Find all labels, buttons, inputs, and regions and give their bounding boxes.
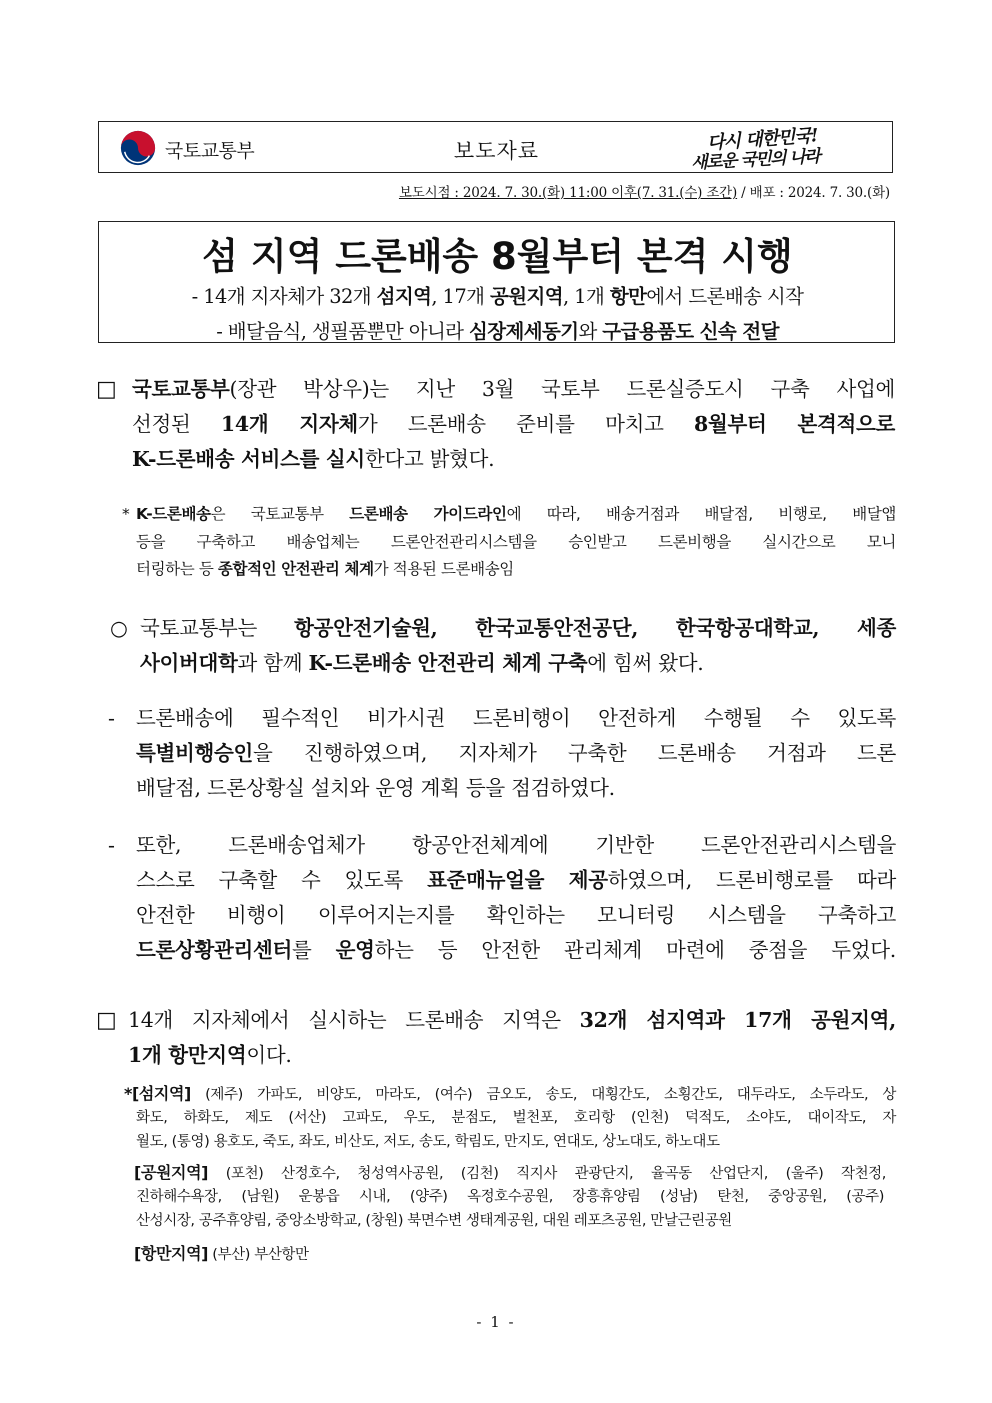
paragraph-line <box>140 646 703 681</box>
ports-line <box>134 1242 309 1267</box>
parks-line: 산성시장, 공주휴양림, 중앙소방학교, (창원) 북면수변 생태계공원, 대원 레포츠공원, 만날근린공원 <box>136 1213 732 1229</box>
bold-text: 국토교통부 <box>132 377 230 401</box>
subtitle-text: - 배달음식, 생필품뿐만 아니라 <box>216 320 470 343</box>
text: 에 따라, 배송거점과 배달점, 비행로, 배달앱 <box>506 505 897 523</box>
header-box <box>98 121 893 173</box>
main-title: 섬 지역 드론배송 8월부터 본격 시행 <box>202 235 793 278</box>
paragraph-line <box>132 372 895 407</box>
page-number: - 1 - <box>476 1313 516 1331</box>
dash-marker: - <box>108 706 115 730</box>
bold-text: 특별비행승인 <box>136 741 254 765</box>
text: 을 진행하였으며, 지자체가 구축한 드론배송 거점과 드론 <box>253 741 896 765</box>
subtitle-1 <box>99 281 896 309</box>
parks-label: [공원지역] <box>134 1163 209 1182</box>
title-box <box>98 221 895 343</box>
paragraph-line <box>136 933 896 968</box>
subtitle-2 <box>99 316 896 344</box>
islands-line: 화도, 하화도, 제도 (서산) 고파도, 우도, 분점도, 벌천포, 호리항 (인천) 덕적도, 소야도, 대이작도, 자 <box>136 1110 896 1126</box>
paragraph-line: 안전한 비행이 이루어지는지를 확인하는 모니터링 시스템을 구축하고 <box>136 903 896 927</box>
section-marker: □ <box>96 1008 117 1033</box>
bold-text: K-드론배송 안전관리 체계 구축 <box>308 651 588 675</box>
text: 를 <box>292 938 336 962</box>
footnote-line: 등을 구축하고 배송업체는 드론안전관리시스템을 승인받고 드론비행을 실시간으로 모니 <box>136 533 896 551</box>
subtitle-text: , 1개 <box>562 285 610 308</box>
subtitle-bold: 심장제세동기 <box>469 320 579 343</box>
islands-label: *[섬지역] <box>124 1084 191 1103</box>
subtitle-text: 에서 드론배송 시작 <box>646 285 804 308</box>
slogan <box>689 125 879 174</box>
bold-text: 32개 섬지역과 17개 공원지역, <box>579 1008 897 1032</box>
footnote-line <box>136 500 896 528</box>
embargo-time: 보도시점 : 2024. 7. 30.(화) 11:00 이후(7. 31.(수) 조간) <box>398 185 738 201</box>
text: 터링하는 등 <box>136 560 218 578</box>
text: 가 적용된 드론배송임 <box>373 560 514 578</box>
release-info <box>100 181 890 201</box>
paragraph-line: 또한, 드론배송업체가 항공안전체계에 기반한 드론안전관리시스템을 <box>136 833 896 857</box>
bold-text: 사이버대학 <box>140 651 238 675</box>
text: (제주) 가파도, 비양도, 마라도, (여수) 금오도, 송도, 대횡간도, 소횡간도, 대두라도, 소두라도, 상 <box>205 1087 896 1103</box>
bold-text: K-드론배송 <box>136 505 211 523</box>
bullet-marker: ○ <box>110 616 128 640</box>
subtitle-bold: 구급용품도 신속 전달 <box>602 320 779 343</box>
paragraph-line <box>128 1038 292 1073</box>
bold-text: 운영 <box>335 938 375 962</box>
text: (부산) 부산항만 <box>212 1247 309 1263</box>
paragraph-line <box>128 1003 896 1038</box>
subtitle-bold: 항만 <box>609 285 647 308</box>
ministry-name: 국토교통부 <box>165 140 255 162</box>
dash-marker: - <box>108 833 115 857</box>
text: 이다. <box>246 1043 292 1067</box>
text: 14개 지자체에서 실시하는 드론배송 지역은 <box>128 1008 580 1032</box>
slogan-line-2: 새로운 국민의 나라 <box>690 146 820 174</box>
subtitle-text: 와 <box>578 320 603 343</box>
distribution-date: 배포 : 2024. 7. 30.(화) <box>749 185 890 201</box>
paragraph-line <box>136 736 896 771</box>
paragraph-line: 배달점, 드론상황실 설치와 운영 계획 등을 점검하였다. <box>136 776 615 800</box>
parks-line <box>134 1161 886 1186</box>
bold-text: 8월부터 본격적으로 <box>694 412 896 436</box>
text: 은 국토교통부 <box>210 505 350 523</box>
islands-line: 월도, (통영) 용호도, 죽도, 좌도, 비산도, 저도, 송도, 학림도, 만지도, 연대도, 상노대도, 하노대도 <box>136 1134 720 1150</box>
text: (장관 박상우)는 지난 3월 국토부 드론실증도시 구축 사업에 <box>229 377 895 401</box>
text: 국토교통부는 <box>140 616 295 640</box>
bold-text: 1개 항만지역 <box>128 1043 247 1067</box>
paragraph-line <box>132 442 494 477</box>
slogan-line-1: 다시 대한민국! <box>706 125 819 154</box>
section-marker: □ <box>96 377 117 402</box>
text: 하는 등 안전한 관리체계 마련에 중점을 두었다. <box>374 938 896 962</box>
release-separator: / <box>737 185 750 201</box>
bold-text: 표준매뉴얼을 제공 <box>427 868 608 892</box>
bold-text: 항공안전기술원, 한국교통안전공단, 한국항공대학교, 세종 <box>294 616 897 640</box>
paragraph-line: 드론배송에 필수적인 비가시권 드론비행이 안전하게 수행될 수 있도록 <box>136 706 896 730</box>
subtitle-text: - 14개 지자체가 32개 <box>191 285 377 308</box>
subtitle-text: , 17개 <box>431 285 491 308</box>
text: 가 드론배송 준비를 마치고 <box>357 412 694 436</box>
subtitle-bold: 공원지역 <box>490 285 563 308</box>
bold-text: 드론상황관리센터 <box>136 938 293 962</box>
text: 스스로 구축할 수 있도록 <box>136 868 428 892</box>
text: 에 힘써 왔다. <box>587 651 704 675</box>
text: 한다고 밝혔다. <box>364 447 495 471</box>
text: 과 함께 <box>237 651 309 675</box>
bold-text: K-드론배송 서비스를 실시 <box>132 447 365 471</box>
text: 하였으며, 드론비행로를 따라 <box>607 868 896 892</box>
document-type: 보도자료 <box>453 139 540 163</box>
parks-line: 진하해수욕장, (남원) 운봉읍 시내, (양주) 옥정호수공원, 장흥휴양림 (성남) 탄천, 중앙공원, (공주) <box>136 1189 884 1205</box>
ports-label: [항만지역] <box>134 1244 209 1263</box>
paragraph-line <box>132 407 895 442</box>
text: (포천) 산정호수, 청성역사공원, (김천) 직지사 관광단지, 율곡동 산업단지, (울주) 작천정, <box>225 1166 886 1182</box>
bold-text: 종합적인 안전관리 체계 <box>217 560 374 578</box>
subtitle-bold: 섬지역 <box>376 285 432 308</box>
text: 선정된 <box>132 412 221 436</box>
paragraph-line <box>136 863 896 898</box>
bold-text: 드론배송 가이드라인 <box>349 505 507 523</box>
bold-text: 14개 지자체 <box>220 412 358 436</box>
footnote-line <box>136 555 514 583</box>
paragraph-line <box>140 611 896 646</box>
islands-line <box>124 1082 896 1107</box>
footnote-marker: * <box>122 505 130 523</box>
